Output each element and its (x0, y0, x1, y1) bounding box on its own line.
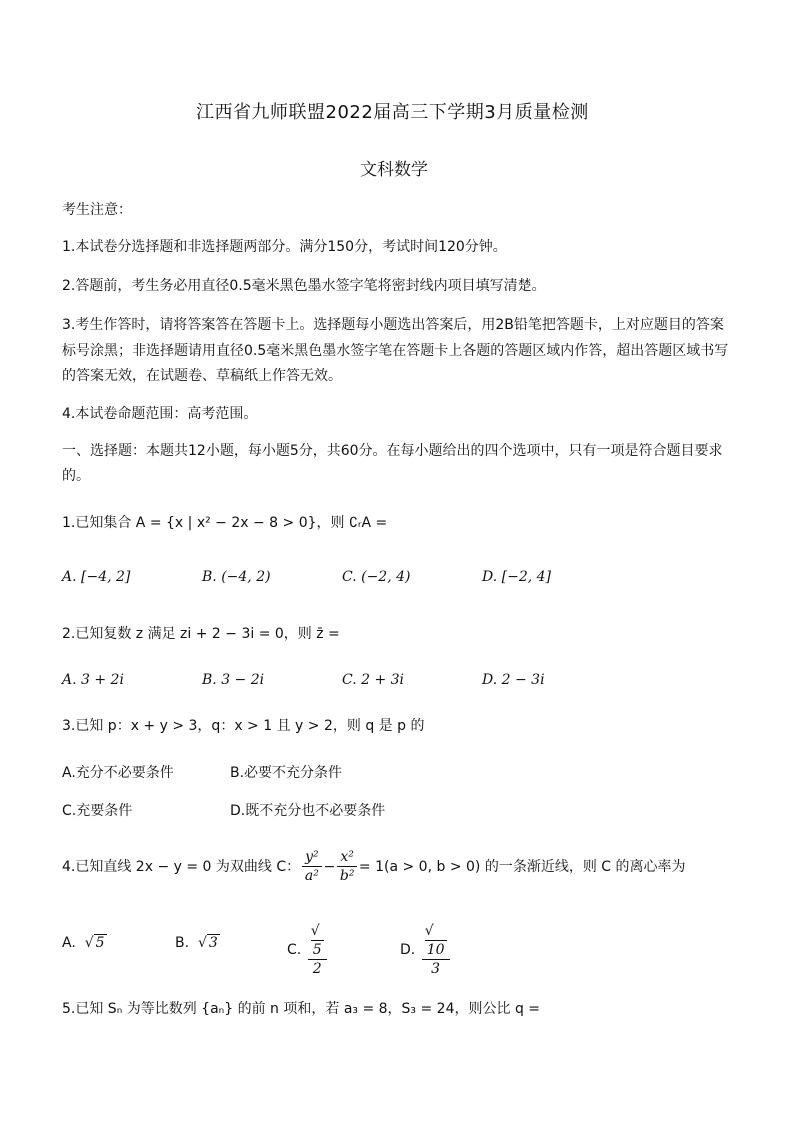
question-3-stem: 3.已知 p：x + y > 3，q：x > 1 且 y > 2，则 q 是 p 的 (62, 718, 425, 734)
radicand: 10 (426, 942, 445, 958)
radicand: 5 (312, 942, 322, 958)
question-1-option-a: A. [−4, 2] (62, 569, 131, 585)
radical-sign: √ (197, 935, 207, 951)
option-label: A. (62, 935, 76, 951)
notice-item: 4.本试卷命题范围：高考范围。 (62, 406, 258, 422)
question-4-stem-post: = 1(a > 0, b > 0) 的一条渐近线，则 C 的离心率为 (358, 858, 686, 875)
question-3-option-b: B.必要不充分条件 (230, 765, 343, 781)
question-4-option-a (62, 933, 107, 953)
notice-item: 1.本试卷分选择题和非选择题两部分。满分150分，考试时间120分钟。 (62, 239, 507, 255)
question-2-option-d: D. 2 − 3i (482, 672, 545, 688)
section-heading: 一、选择题：本题共12小题，每小题5分，共60分。在每小题给出的四个选项中，只有一项是符合题目要求 (62, 443, 723, 459)
radical-sign: √ (84, 935, 94, 951)
fraction-denominator: b² (339, 868, 355, 884)
fraction-numerator: y² (302, 848, 322, 867)
fraction-denominator: a² (304, 868, 319, 884)
radical-sign: √ (310, 923, 320, 939)
fraction (308, 922, 327, 978)
option-label: D. (400, 942, 416, 958)
question-1-option-c: C. (−2, 4) (342, 569, 411, 585)
radicand: 3 (208, 935, 218, 951)
question-1-stem: 1.已知集合 A = {x | x² − 2x − 8 > 0}，则 ∁ᵣA = (62, 515, 388, 531)
notice-item: 的答案无效，在试题卷、草稿纸上作答无效。 (62, 368, 342, 384)
exam-title: 江西省九师联盟2022届高三下学期3月质量检测 (196, 102, 589, 123)
radical-sign: √ (424, 923, 434, 939)
section-heading-cont: 的。 (62, 468, 90, 484)
question-2-option-b: B. 3 − 2i (202, 672, 265, 688)
fraction-y2-a2 (302, 848, 322, 885)
option-label: C. (287, 942, 302, 958)
question-3-option-a: A.充分不必要条件 (62, 765, 174, 781)
exam-subtitle: 文科数学 (360, 160, 428, 180)
fraction-numerator (308, 922, 327, 960)
notice-item: 2.答题前，考生务必用直径0.5毫米黑色墨水签字笔将密封线内项目填写清楚。 (62, 278, 546, 294)
fraction-numerator: x² (337, 848, 357, 867)
question-4-stem-pre: 4.已知直线 2x − y = 0 为双曲线 C： (62, 858, 301, 875)
fraction-x2-b2 (337, 848, 357, 885)
question-3-option-d: D.既不充分也不必要条件 (230, 803, 386, 819)
question-4-stem (62, 848, 686, 885)
option-label: B. (175, 935, 190, 951)
notice-heading: 考生注意： (62, 202, 132, 218)
question-1-option-b: B. (−4, 2) (202, 569, 271, 585)
fraction-denominator: 3 (431, 961, 441, 977)
question-2-option-c: C. 2 + 3i (342, 672, 405, 688)
fraction (422, 922, 450, 978)
question-2-stem: 2.已知复数 z 满足 zi + 2 − 3i = 0，则 z̄ = (62, 626, 340, 642)
fraction-denominator: 2 (312, 961, 322, 977)
question-4-option-c (287, 922, 329, 978)
minus-sign: − (323, 858, 336, 875)
question-4-option-b (175, 933, 220, 953)
radicand: 5 (95, 935, 105, 951)
question-1-option-d: D. [−2, 4] (482, 569, 551, 585)
fraction-numerator (422, 922, 450, 960)
question-3-option-c: C.充要条件 (62, 803, 133, 819)
notice-item: 3.考生作答时，请将答案答在答题卡上。选择题每小题选出答案后，用2B铅笔把答题卡，上对应题目的答案 (62, 317, 724, 333)
question-2-option-a: A. 3 + 2i (62, 672, 124, 688)
question-5-stem: 5.已知 Sₙ 为等比数列 {aₙ} 的前 n 项和，若 a₃ = 8，S₃ = 24，则公比 q = (62, 1001, 541, 1017)
notice-item: 标号涂黑；非选择题请用直径0.5毫米黑色墨水签字笔在答题卡上各题的答题区域内作答，超出答题区域书写 (62, 343, 729, 359)
question-4-option-d (400, 922, 452, 978)
